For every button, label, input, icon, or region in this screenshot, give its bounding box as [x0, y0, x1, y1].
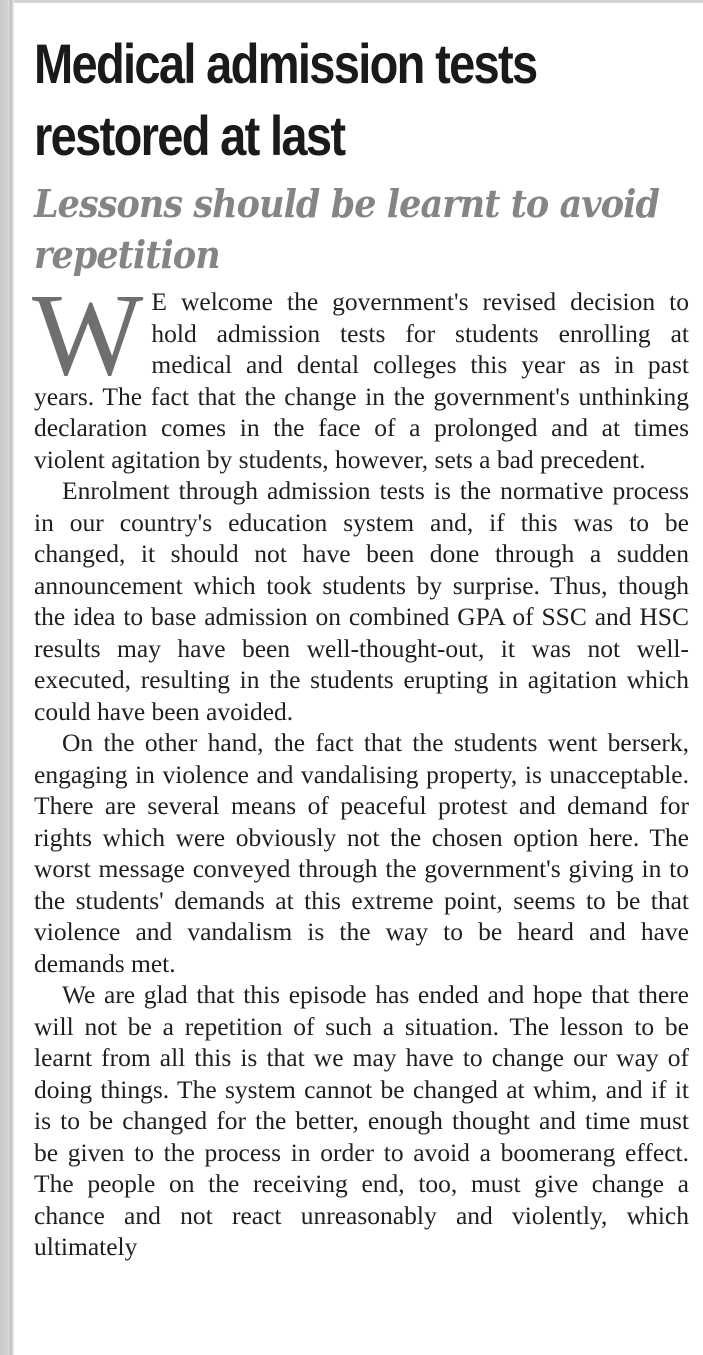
- paragraph-2: Enrolment through admission tests is the normative process in our country's education system and, if this was to be changed, it should not have been done through a sudden announcement which took students by surprise. Thus, though the idea to base admission on combined GPA of SSC and HSC results may have been well-thought-out, it was not well-executed, resulting in the students erupting in agitation which could have been avoided.: [34, 476, 689, 726]
- top-border: [14, 0, 703, 3]
- paragraph-1: [32, 269, 689, 475]
- subheadline: Lessons should be learnt to avoid repetition: [34, 181, 659, 277]
- paragraph-1-text: E welcome the government's revised decision to hold admission tests for students enrolling at medical and dental colleges this year as in past years. The fact that the change in the government's unthinking declaration comes in the face of a prolonged and at times violent agitation by students, however, sets a bad precedent.: [34, 287, 689, 474]
- editorial-article: [34, 28, 689, 1263]
- headline: Medical admission tests restored at last: [34, 32, 537, 167]
- paragraph-3: On the other hand, the fact that the students went berserk, engaging in violence and vandalising property, is unacceptable. There are several means of peaceful protest and demand for rights which were obviously not the chosen option here. The worst message conveyed through the government's giving in to the students' demands at this extreme point, seems to be that violence and vandalism is the way to be heard and have demands met.: [34, 728, 689, 978]
- page-edge-shadow: [0, 0, 14, 1355]
- paragraph-4: We are glad that this episode has ended and hope that there will not be a repetition of such a situation. The lesson to be learnt from all this is that we may have to change our way of doing things. The system cannot be changed at whim, and if it is to be changed for the better, enough thought and time must be given to the process in order to avoid a boomerang effect. The people on the receiving end, too, must give change a chance and not react unreasonably and violently, which ultimately: [34, 980, 689, 1261]
- drop-cap: W: [32, 269, 144, 400]
- article-body: [32, 269, 689, 1263]
